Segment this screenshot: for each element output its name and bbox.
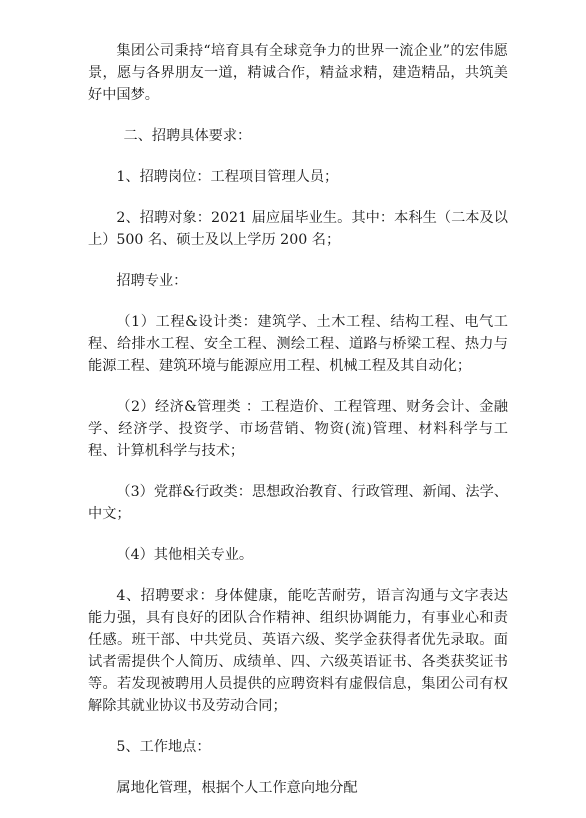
- document-page: [88, 40, 508, 818]
- intro-paragraph: 集团公司秉持“培育具有全球竞争力的世界一流企业”的宏伟愿景，愿与各界朋友一道，精诚合作，精益求精，建造精品，共筑美好中国梦。: [88, 43, 508, 103]
- majors-engineering: （1）工程&设计类：建筑学、土木工程、结构工程、电气工程、给排水工程、安全工程、测绘工程、道路与桥梁工程、热力与能源工程、建筑环境与能源应用工程、机械工程及其自动化；: [88, 314, 508, 374]
- item-location: 5、工作地点：: [116, 739, 211, 755]
- item-requirements: 4、招聘要求：身体健康，能吃苦耐劳，语言沟通与文字表达能力强，具有良好的团队合作精神、组织协调能力，有事业心和责任感。班干部、中共党员、英语六级、奖学金获得者优先录取。面试者需提供个人简历、成绩单、四、六级英语证书、各类获奖证书等。若发现被聘用人员提供的应聘资料有虚假信息，集团公司有权解除其就业协议书及劳动合同；: [88, 588, 508, 714]
- majors-other: （4）其他相关专业。: [116, 547, 254, 563]
- item-position: 1、招聘岗位：工程项目管理人员；: [116, 169, 339, 185]
- majors-party-admin: （3）党群&行政类：思想政治教育、行政管理、新闻、法学、中文；: [88, 484, 508, 522]
- section-heading-requirements: 二、招聘具体要求：: [123, 128, 252, 144]
- majors-heading: 招聘专业：: [116, 273, 188, 289]
- location-detail: 属地化管理，根据个人工作意向地分配: [116, 780, 358, 796]
- item-target: 2、招聘对象：2021 届应届毕业生。其中：本科生（二本及以上）500 名、硕士及以上学历 200 名；: [88, 210, 508, 248]
- majors-economics: （2）经济&管理类 ：工程造价、工程管理、财务会计、金融学、经济学、投资学、市场营销、物资(流)管理、材料科学与工程、计算机科学与技术；: [88, 399, 508, 459]
